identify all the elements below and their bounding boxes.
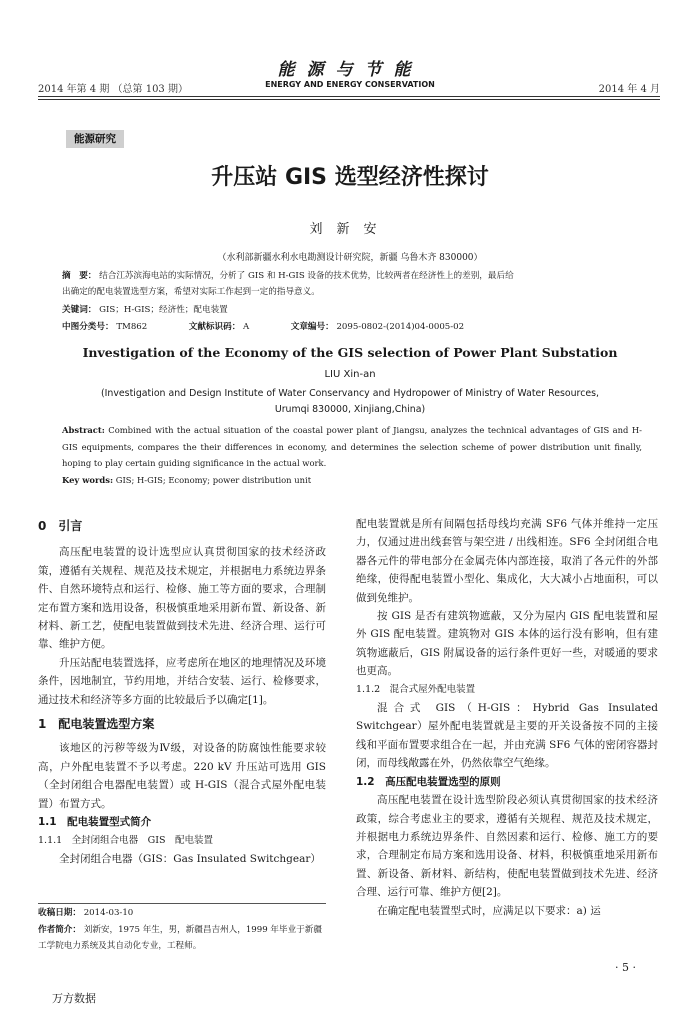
keywords-cn-label: 关键词： (62, 305, 97, 315)
paragraph: 高压配电装置在设计选型阶段必须认真贯彻国家的技术经济政策，综合考虑业主的要求，遵循有关规程、规范及技术规定，并根据电力系统边界条件、自然因素和运行、检修、施工方的要求，合理制定布局方案和选用设备、材料，积极慎重地采用新布置、新设备、新材料、新结构，使配电装置做到技术先进、经济合理、运行可靠、维护方便[2]。 (356, 794, 658, 899)
keywords-cn-text: GIS；H-GIS；经济性；配电装置 (99, 305, 228, 315)
abstract-cn-line2: 出确定的配电装置选型方案，希望对实际工作起到一定的指导意义。 (62, 287, 320, 297)
author-cn: 刘新安 (309, 222, 391, 237)
clc-value: TM862 (116, 322, 148, 332)
heading-1-1: 1.1 配电装置型式简介 (38, 816, 152, 829)
left-column (38, 517, 326, 868)
bio-text: 刘新安，1975 年生，男，新疆昌吉州人，1999 年毕业于新疆工学院电力系统及其自动化专业，工程师。 (38, 925, 322, 951)
clc-label: 中图分类号： (62, 322, 114, 332)
issue-date: 2014 年 4 月 (598, 84, 660, 95)
issue-info: 2014 年第 4 期 （总第 103 期） (38, 84, 188, 95)
received-value: 2014-03-10 (83, 908, 134, 918)
header-rule (38, 96, 660, 97)
doc-code-label: 文献标识码： (188, 322, 241, 332)
paragraph: 在确定配电装置型式时，应满足以下要求：a) 运 (377, 904, 601, 917)
article-no-label: 文章编号： (290, 322, 334, 332)
paragraph: 全封闭组合电器（GIS：Gas Insulated Switchgear） (59, 852, 321, 865)
keywords-cn (62, 303, 642, 318)
paragraph: 该地区的污秽等级为Ⅳ级，对设备的防腐蚀性能要求较高，户外配电装置不予以考虑。220 kV 升压站可选用 GIS（全封闭组合电器配电装置）或 H-GIS（混合式屋外配电装置）布置方式。 (38, 742, 326, 810)
footnote-rule (38, 903, 326, 904)
heading-1-1-2: 1.1.2 混合式屋外配电装置 (356, 683, 476, 695)
classification-row (62, 320, 642, 335)
author-bio (38, 922, 328, 954)
abstract-cn (62, 269, 642, 284)
received-date (38, 905, 328, 921)
heading-section-1: 1 配电装置选型方案 (38, 717, 155, 732)
affiliation-en-line1: (Investigation and Design Institute of Water Conservancy and Hydropower of Ministry of Water Resources, (101, 388, 599, 399)
bio-label: 作者简介： (38, 925, 81, 935)
abstract-en-text: Combined with the actual situation of the coastal power plant of Jiangsu, analyzes the technical advantages of GIS and H-GIS equipments, compares the their differences in economy, and determines the selection scheme of power distribution unit finally, hoping to play certain guiding significance in the actual work. (62, 425, 642, 468)
affiliation-cn: （水利部新疆水利水电勘测设计研究院，新疆 乌鲁木齐 830000） (217, 253, 483, 263)
journal-title-en: ENERGY AND ENERGY CONSERVATION (265, 80, 435, 89)
section-tag: 能源研究 (66, 130, 124, 148)
paragraph: 按 GIS 是否有建筑物遮蔽，又分为屋内 GIS 配电装置和屋外 GIS 配电装置。建筑物对 GIS 本体的运行没有影响，但有建筑物遮蔽后，GIS 附属设备的运行条件更好一些，对暖通的要求也更高。 (356, 610, 658, 678)
heading-1-1-1: 1.1.1 全封闭组合电器 GIS 配电装置 (38, 834, 214, 846)
affiliation-en-line2: Urumqi 830000, Xinjiang,China) (274, 404, 426, 415)
heading-introduction: 0 引言 (38, 519, 83, 533)
abstract-cn-line1: 结合江苏滨海电站的实际情况，分析了 GIS 和 H-GIS 设备的技术优势，比较两者在经济性上的差别，最后给 (99, 271, 514, 281)
journal-title-cn: 能源与节能 (277, 60, 423, 80)
right-column (356, 515, 658, 920)
paragraph: 高压配电装置的设计选型应认真贯彻国家的技术经济政策，遵循有关规程、规范及技术规定，并根据电力系统边界条件、自然环境特点和运行、检修、施工等方面的要求，合理制定布置方案和选用设备，积极慎重地采用新布置、新设备、新材料、新工艺，使配电装置做到技术先进、经济合理、运行可靠、维护方便。 (38, 546, 326, 651)
page-number: · 5 · (615, 961, 636, 974)
keywords-en-label: Key words: (62, 474, 114, 485)
abstract-en (62, 422, 642, 488)
heading-1-2: 1.2 高压配电装置选型的原则 (356, 775, 501, 788)
article-no-value: 2095-0802-(2014)04-0005-02 (336, 322, 465, 332)
watermark: 万方数据 (52, 992, 96, 1005)
paragraph: 混合式 GIS（H-GIS：Hybrid Gas Insulated Switchgear）屋外配电装置就是主要的开关设备按不同的主接线和平面布置要求组合在一起，并由充满 SF6 气体的密闭容器封闭，而母线敞露在外，仍然依靠空气绝缘。 (356, 702, 658, 770)
header-rule-2 (38, 99, 660, 100)
received-label: 收稿日期： (38, 908, 81, 918)
title-en: Investigation of the Economy of the GIS selection of Power Plant Substation (82, 345, 618, 360)
abstract-en-label: Abstract: (62, 425, 105, 435)
doc-code-value: A (243, 322, 250, 332)
affiliation-en (80, 386, 620, 418)
keywords-en-text: GIS; H-GIS; Economy; power distribution unit (115, 474, 312, 485)
paragraph: 配电装置就是所有间隔包括母线均充满 SF6 气体并维持一定压力，仅通过进出线套管与架空进 / 出线相连。SF6 全封闭组合电器各元件的带电部分在金属壳体内部连接，取消了各元件的外部绝缘，使得配电装置小型化、集成化，大大减小占地面积，可以做到免维护。 (356, 518, 658, 604)
abstract-cn-label: 摘 要： (62, 271, 97, 281)
author-en: LIU Xin-an (324, 369, 376, 380)
paragraph: 升压站配电装置选择，应考虑所在地区的地理情况及环境条件，因地制宜，节约用地，并结合安装、运行、检修要求，通过技术和经济等多方面的比较最后予以确定[1]。 (38, 656, 326, 706)
page-title: 升压站 GIS 选型经济性探讨 (211, 165, 489, 190)
